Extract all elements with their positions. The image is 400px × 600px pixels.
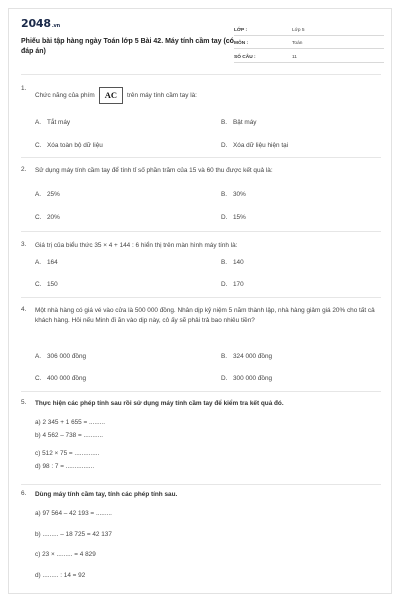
- divider: [21, 74, 381, 75]
- meta-value: Toán: [292, 41, 303, 46]
- option-c[interactable]: C. 20%: [35, 214, 60, 221]
- logo-text: 2048: [21, 17, 51, 30]
- question-text: Dùng máy tính cầm tay, tính các phép tính sau.: [35, 491, 178, 498]
- exercise-line: d) 98 : 7 = ................: [35, 463, 95, 470]
- meta-value: Lớp 5: [292, 27, 305, 33]
- question-text: [35, 87, 377, 104]
- option-a[interactable]: A. 164: [35, 259, 58, 266]
- meta-key: SỐ CÂU :: [234, 54, 256, 60]
- option-d[interactable]: D. 300 000 đồng: [221, 375, 273, 382]
- exercise-line: c) 512 × 75 = ..............: [35, 450, 100, 457]
- question-number: 4.: [21, 306, 27, 313]
- divider: [21, 484, 381, 485]
- meta-value: 11: [292, 54, 297, 60]
- exercise-line: a) 2 345 + 1 655 = .........: [35, 419, 105, 426]
- question-number: 2.: [21, 166, 27, 173]
- option-c[interactable]: C. 400 000 đồng: [35, 375, 87, 382]
- question-text-after: trên máy tính cầm tay là:: [126, 92, 197, 100]
- divider: [21, 157, 381, 158]
- question-number: 3.: [21, 241, 27, 248]
- meta-key: MÔN :: [234, 41, 249, 46]
- option-a[interactable]: A. 306 000 đồng: [35, 353, 87, 360]
- meta-key: LỚP :: [234, 27, 248, 33]
- question-number: 6.: [21, 490, 27, 497]
- option-d[interactable]: D. 170: [221, 281, 244, 288]
- question-text: Thực hiện các phép tính sau rồi sử dụng máy tính cầm tay để kiểm tra kết quả đó.: [35, 400, 284, 407]
- exercise-line: c) 23 × ......... = 4 829: [35, 551, 96, 558]
- question-text: Giá trị của biểu thức 35 × 4 + 144 : 6 hiển thị trên màn hình máy tính là:: [35, 242, 238, 249]
- question-text: Sử dụng máy tính cầm tay để tính tỉ số phần trăm của 15 và 60 thu được kết quả là:: [35, 167, 273, 174]
- option-d[interactable]: D. Xóa dữ liệu hiện tại: [221, 142, 289, 149]
- option-b[interactable]: B. 140: [221, 259, 244, 266]
- question-number: 1.: [21, 85, 27, 92]
- page-title: Phiếu bài tập hàng ngày Toán lớp 5 Bài 42. Máy tính cầm tay (có đáp án): [21, 38, 234, 55]
- option-a[interactable]: A. Tắt máy: [35, 119, 71, 126]
- question-text: Một nhà hàng có giá vé vào cửa là 500 000 đồng. Nhân dịp kỷ niệm 5 năm thành lập, nhà hàng giảm giá 20% cho tất cả khách hàng. Hỏi nếu Minh đi ăn vào dịp này, cô ấy sẽ phải trả bao nhiêu tiền?: [35, 307, 375, 324]
- site-logo[interactable]: [21, 17, 60, 30]
- exercise-line: d) ......... : 14 = 92: [35, 572, 86, 579]
- meta-row-class: [234, 22, 384, 36]
- divider: [21, 391, 381, 392]
- divider: [21, 297, 381, 298]
- worksheet-page: [8, 8, 392, 594]
- meta-row-count: [234, 49, 384, 63]
- meta-row-subject: [234, 36, 384, 50]
- logo-suffix: .vn: [51, 23, 60, 29]
- option-b[interactable]: B. Bật máy: [221, 119, 257, 126]
- exercise-line: b) ......... – 18 725 = 42 137: [35, 531, 112, 538]
- ac-key-icon: AC: [99, 87, 123, 104]
- option-b[interactable]: B. 324 000 đồng: [221, 353, 273, 360]
- divider: [21, 231, 381, 232]
- option-b[interactable]: B. 30%: [221, 191, 246, 198]
- option-c[interactable]: C. Xóa toàn bộ dữ liệu: [35, 142, 103, 149]
- exercise-line: b) 4 562 – 738 = ...........: [35, 432, 104, 439]
- meta-table: [234, 22, 384, 63]
- question-text-before: Chức năng của phím: [35, 92, 95, 100]
- option-d[interactable]: D. 15%: [221, 214, 246, 221]
- question-number: 5.: [21, 399, 27, 406]
- option-a[interactable]: A. 25%: [35, 191, 60, 198]
- option-c[interactable]: C. 150: [35, 281, 58, 288]
- exercise-line: a) 97 564 – 42 193 = .........: [35, 510, 112, 517]
